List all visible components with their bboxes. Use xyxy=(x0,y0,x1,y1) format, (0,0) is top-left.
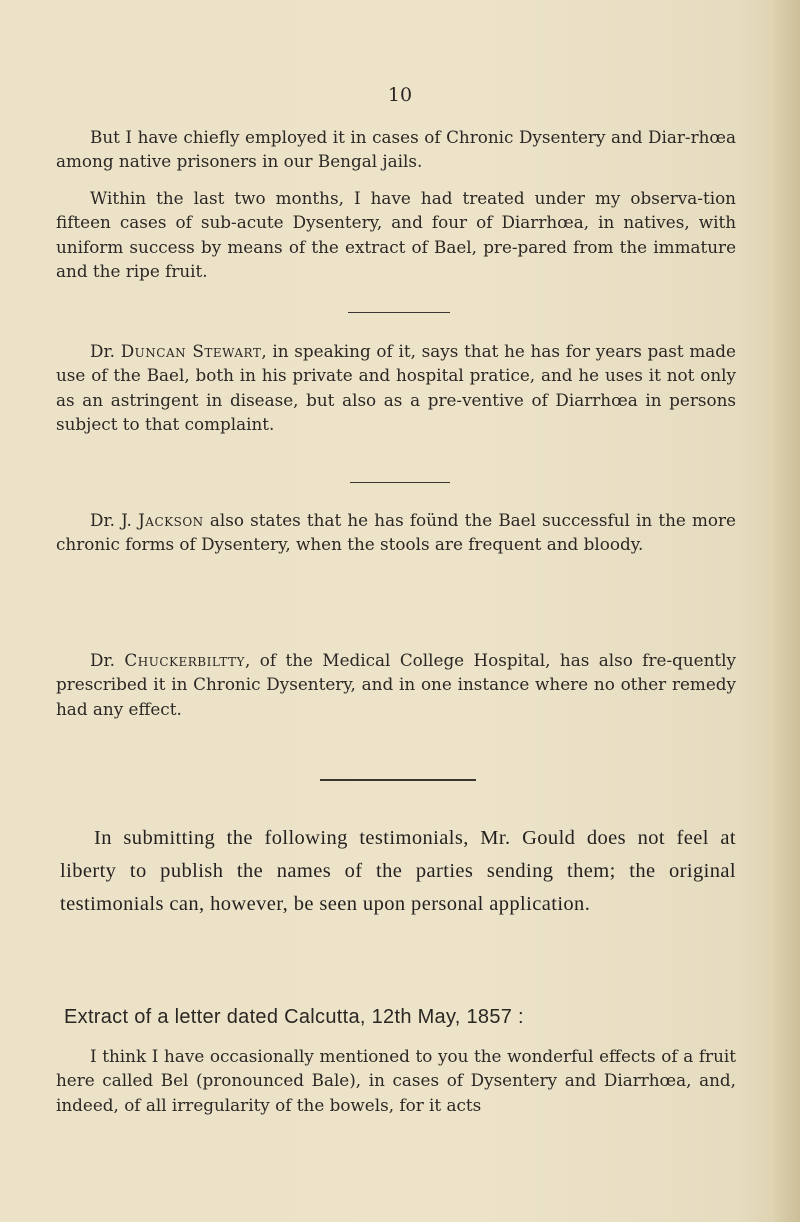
paragraph-duncan-stewart xyxy=(56,339,736,437)
page-number: 10 xyxy=(387,84,413,106)
physician-name: Duncan Stewart xyxy=(120,341,262,361)
paragraph-chuckerbiltty xyxy=(56,648,736,721)
section-divider xyxy=(348,312,450,313)
letter-heading: Extract of a letter dated Calcutta, 12th May, 1857 : xyxy=(64,1006,524,1028)
paragraph-body: , in speaking of it, says that he has for years past made use of the Bael, both in his private and hospital pratice, and he uses it not only as an astringent in disease, but also as a pre-ventive of Diarrhœa in persons subject to that complaint. xyxy=(56,341,736,435)
paragraph-letter-extract: I think I have occasionally mentioned to you the wonderful effects of a fruit here called Bel (pronounced Bale), in cases of Dysentery and Diarrhœa, and, indeed, of all irregularity of the bowels, for it acts xyxy=(56,1046,736,1115)
section-divider xyxy=(350,482,450,483)
physician-name: Jackson xyxy=(138,510,204,530)
paragraph-body: also states that he has foünd the Bael successful in the more chronic forms of Dysentery, when the stools are frequent and bloody. xyxy=(56,510,736,555)
paragraph-testimonials-notice: In submitting the following testimonials, Mr. Gould does not feel at liberty to publish the names of the parties sending them; the original testimonials can, however, be seen upon personal application. xyxy=(60,827,736,915)
paragraph-prefix: Dr. xyxy=(90,341,121,361)
paragraph-observation: Within the last two months, I have had treated under my observa-tion fifteen cases of sub-acute Dysentery, and four of Diarrhœa, in natives, with uniform success by means of the extract of Bael, pre-pared from the immature and the ripe fruit. xyxy=(56,188,736,282)
paragraph-prefix: Dr. xyxy=(90,650,125,670)
page-edge-shadow xyxy=(772,0,800,1222)
paragraph-body: , of the Medical College Hospital, has also fre-quently prescribed it in Chronic Dysentery, and in one instance where no other remedy had any effect. xyxy=(56,650,736,719)
physician-name: Chuckerbiltty xyxy=(124,650,245,670)
paragraph-prefix: Dr. J. xyxy=(90,510,139,530)
paragraph-chronic-dysentery: But I have chiefly employed it in cases of Chronic Dysentery and Diar-rhœa among native prisoners in our Bengal jails. xyxy=(56,127,736,172)
paragraph-jackson xyxy=(56,508,736,557)
section-divider xyxy=(320,779,476,781)
